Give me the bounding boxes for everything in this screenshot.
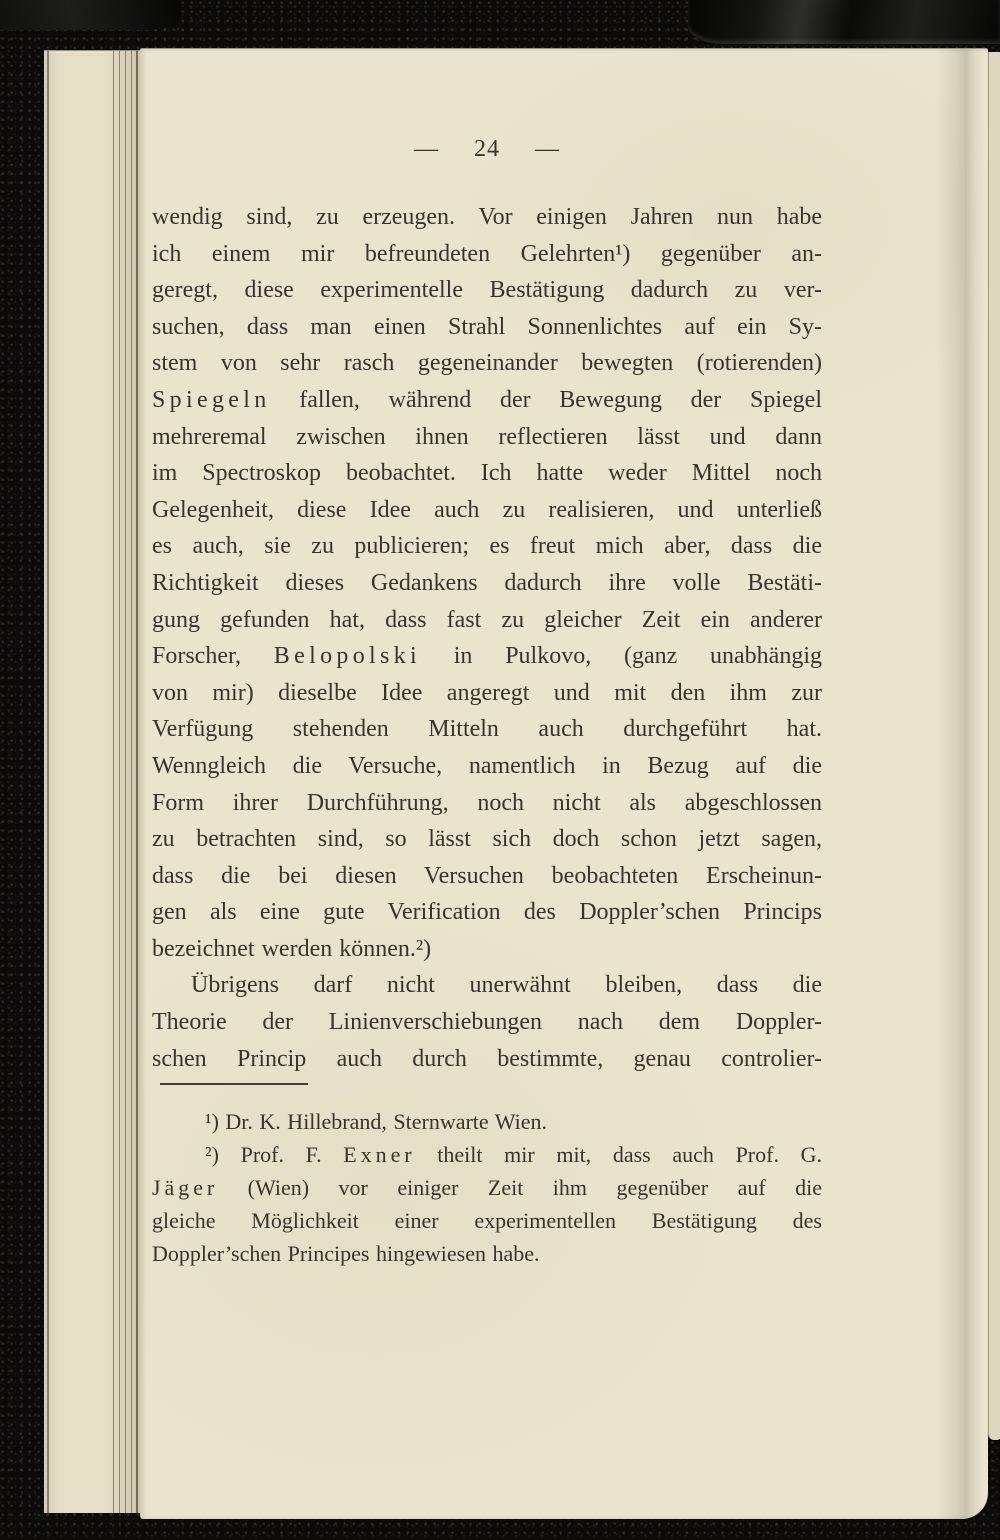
page-edge-line: [131, 51, 132, 1513]
text-segment: gleiche Möglichkeit einer experimentellen Bestätigung des: [152, 1208, 822, 1233]
text-line: [152, 1138, 822, 1171]
text-line: [152, 309, 822, 346]
letterspaced-text: Belopolski: [273, 643, 421, 670]
text-segment: (Wien) vor einiger Zeit ihm gegenüber auf die: [218, 1175, 822, 1200]
book-cover-edge-left: [0, 0, 180, 30]
text-segment: bezeichnet werden können.²): [152, 935, 432, 962]
text-line: [152, 1041, 822, 1078]
page-edge-line: [113, 51, 114, 1513]
text-line: [152, 236, 822, 273]
text-segment: in Pulkovo, (ganz unabhängig: [421, 643, 823, 670]
text-segment: Übrigens darf nicht unerwähnt bleiben, dass die: [191, 972, 822, 999]
text-segment: Wenngleich die Versuche, namentlich in Bezug auf die: [152, 752, 822, 779]
footnote-separator: [160, 1083, 308, 1085]
page-edge-line: [47, 51, 49, 1513]
text-line: [152, 967, 822, 1004]
text-line: [152, 858, 822, 895]
adjacent-page-edge: [988, 52, 1000, 1440]
text-segment: im Spectroskop beobachtet. Ich hatte weder Mittel noch: [152, 460, 822, 487]
text-line: [152, 748, 822, 785]
text-line: [152, 272, 822, 309]
letterspaced-text: Jäger: [152, 1175, 219, 1200]
letterspaced-text: Spiegeln: [152, 386, 271, 413]
text-line: [152, 1004, 822, 1041]
text-segment: es auch, sie zu publicieren; es freut mich aber, dass die: [152, 533, 822, 560]
page-stack-edges: [44, 50, 140, 1513]
text-segment: gung gefunden hat, dass fast zu gleicher Zeit ein anderer: [152, 606, 822, 633]
page-edge-line: [119, 51, 120, 1513]
text-line: [152, 419, 822, 456]
text-segment: Richtigkeit dieses Gedankens dadurch ihre volle Bestäti-: [152, 569, 822, 596]
text-segment: Doppler’schen Principes hingewiesen habe.: [152, 1241, 540, 1266]
text-line: [152, 894, 822, 931]
text-line: [152, 711, 822, 748]
text-segment: stem von sehr rasch gegeneinander bewegten (rotierenden): [152, 350, 822, 377]
text-segment: gen als eine gute Verification des Doppler’schen Princips: [152, 899, 822, 926]
page-edge-line: [125, 51, 126, 1513]
text-segment: zu betrachten sind, so lässt sich doch schon jetzt sagen,: [152, 826, 822, 853]
text-segment: von mir) dieselbe Idee angeregt und mit den ihm zur: [152, 679, 822, 706]
text-line: [152, 1237, 822, 1270]
text-segment: schen Princip auch durch bestimmte, genau controlier-: [152, 1045, 822, 1072]
text-segment: Form ihrer Durchführung, noch nicht als abgeschlossen: [152, 789, 822, 816]
text-line: [152, 1204, 822, 1237]
body-text: [152, 199, 822, 1077]
text-line: [152, 785, 822, 822]
text-line: [152, 565, 822, 602]
text-line: [152, 382, 822, 419]
text-line: [152, 528, 822, 565]
letterspaced-text: Exner: [343, 1142, 416, 1167]
page-curl-shadow: [936, 49, 988, 1519]
text-segment: Verfügung stehenden Mitteln auch durchgeführt hat.: [152, 716, 822, 743]
text-segment: suchen, dass man einen Strahl Sonnenlichtes auf ein Sy-: [152, 313, 822, 340]
text-segment: fallen, während der Bewegung der Spiegel: [270, 386, 822, 413]
text-line: [152, 1105, 822, 1138]
text-segment: ²) Prof. F.: [205, 1142, 344, 1167]
text-line: [152, 931, 822, 968]
footnote-section: [152, 1105, 822, 1270]
text-segment: Theorie der Linienverschiebungen nach dem Doppler-: [152, 1009, 822, 1036]
text-segment: theilt mir mit, dass auch Prof. G.: [415, 1142, 822, 1167]
text-segment: ¹) Dr. K. Hillebrand, Sternwarte Wien.: [205, 1109, 548, 1134]
text-line: [152, 345, 822, 382]
text-line: [152, 602, 822, 639]
text-line: [152, 638, 822, 675]
text-segment: geregt, diese experimentelle Bestätigung dadurch zu ver-: [152, 277, 822, 304]
text-line: [152, 1171, 822, 1204]
text-segment: dass die bei diesen Versuchen beobachteten Erscheinun-: [152, 862, 822, 889]
text-segment: Gelegenheit, diese Idee auch zu realisieren, und unterließ: [152, 496, 822, 523]
book-cover-edge: [688, 0, 1000, 44]
text-segment: mehreremal zwischen ihnen reflectieren lässt und dann: [152, 423, 822, 450]
text-line: [152, 675, 822, 712]
text-segment: wendig sind, zu erzeugen. Vor einigen Jahren nun habe: [152, 204, 822, 230]
text-segment: Forscher,: [152, 643, 274, 670]
text-line: [152, 821, 822, 858]
page-edge-line: [136, 51, 138, 1513]
text-line: [152, 455, 822, 492]
page-number: — 24 —: [414, 136, 560, 162]
text-line: [152, 199, 822, 236]
text-segment: ich einem mir befreundeten Gelehrten¹) gegenüber an-: [152, 240, 822, 267]
text-line: [152, 492, 822, 529]
